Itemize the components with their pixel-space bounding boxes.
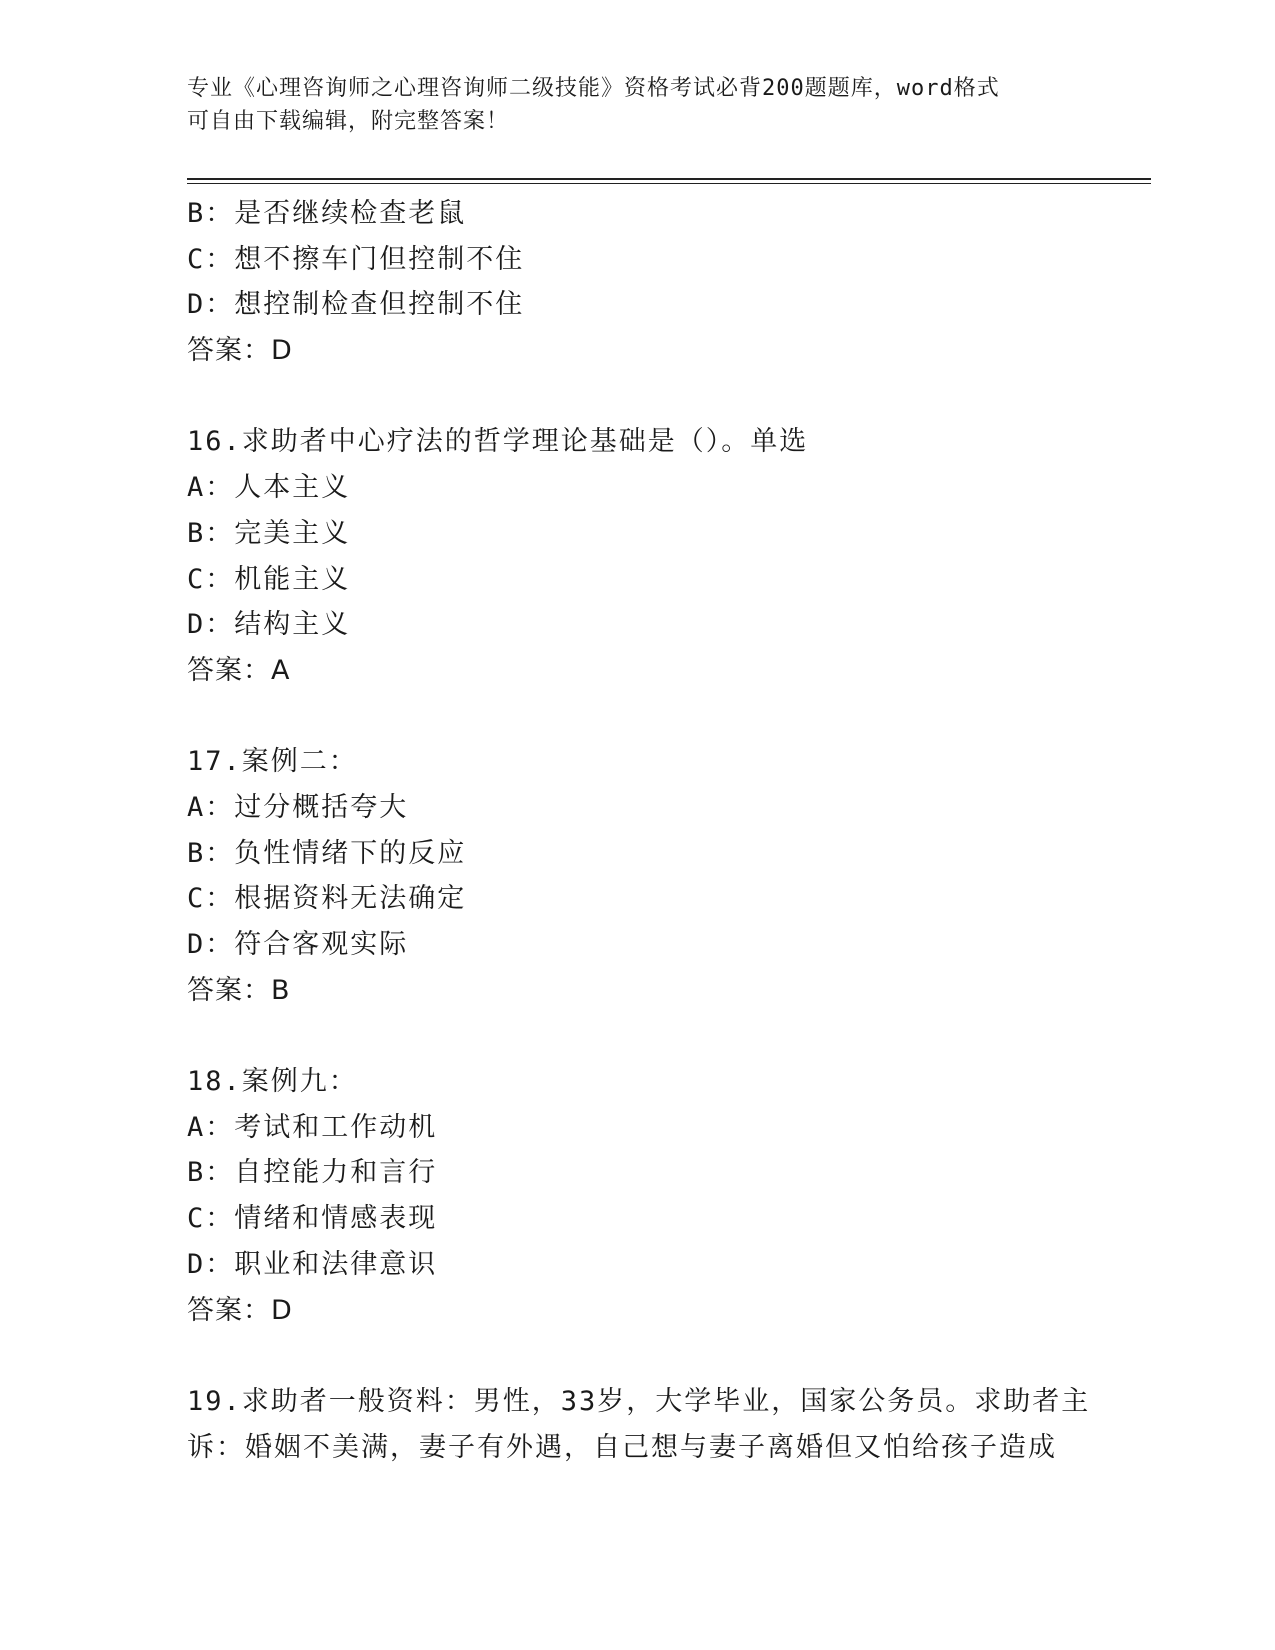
header-line-2: 可自由下载编辑，附完整答案！ <box>187 109 510 134</box>
answer-line: 答案：D <box>187 335 293 367</box>
spacer <box>187 1013 1107 1059</box>
answer-line: 答案：B <box>187 974 291 1006</box>
option-a: A：人本主义 <box>187 472 351 504</box>
question-block-16 <box>187 419 1107 693</box>
option-a: A：考试和工作动机 <box>187 1111 438 1143</box>
option-c: C：情绪和情感表现 <box>187 1203 438 1235</box>
option-d: D：结构主义 <box>187 609 351 641</box>
question-block-17 <box>187 739 1107 1013</box>
question-block-continued <box>187 191 1107 374</box>
option-b: B：是否继续检查老鼠 <box>187 198 467 229</box>
answer-line: 答案：A <box>187 654 291 686</box>
option-b: B：负性情绪下的反应 <box>187 837 467 869</box>
question-stem: 16.求助者中心疗法的哲学理论基础是（）。单选 <box>187 426 809 458</box>
option-a: A：过分概括夸大 <box>187 791 409 823</box>
option-c: C：机能主义 <box>187 563 351 595</box>
option-c: C：想不擦车门但控制不住 <box>187 243 525 275</box>
header-line-1: 专业《心理咨询师之心理咨询师二级技能》资格考试必背200题题库，word格式 <box>187 76 1000 101</box>
header-divider-thin <box>187 183 1151 184</box>
question-block-19 <box>187 1379 1107 1470</box>
option-d: D：想控制检查但控制不住 <box>187 289 525 321</box>
spacer <box>187 1333 1107 1379</box>
question-stem: 17.案例二： <box>187 746 358 778</box>
spacer <box>187 374 1107 420</box>
question-stem-line-1: 19.求助者一般资料：男性，33岁，大学毕业，国家公务员。求助者主 <box>187 1385 1091 1417</box>
option-b: B：完美主义 <box>187 517 351 549</box>
option-d: D：符合客观实际 <box>187 929 409 960</box>
option-d: D：职业和法律意识 <box>187 1248 438 1280</box>
answer-line: 答案：D <box>187 1294 293 1326</box>
spacer <box>187 694 1107 740</box>
option-b: B：自控能力和言行 <box>187 1157 438 1189</box>
question-block-18 <box>187 1059 1107 1333</box>
document-header <box>187 72 1067 138</box>
header-divider-thick <box>187 178 1151 180</box>
question-stem-line-2: 诉：婚姻不美满，妻子有外遇，自己想与妻子离婚但又怕给孩子造成 <box>187 1431 1057 1463</box>
question-stem: 18.案例九： <box>187 1066 358 1098</box>
option-c: C：根据资料无法确定 <box>187 883 467 915</box>
question-list <box>187 191 1107 1470</box>
